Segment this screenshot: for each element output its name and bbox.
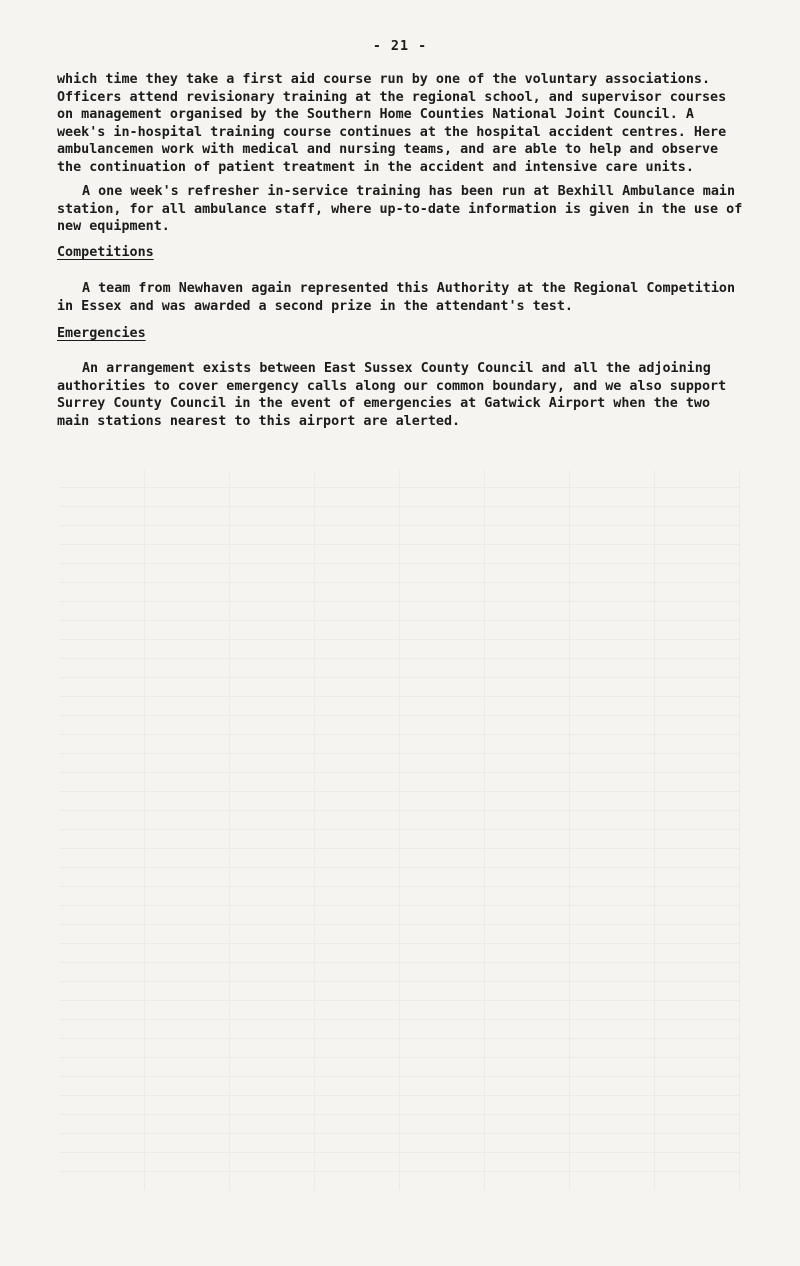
page-number: - 21 -: [372, 39, 428, 54]
emergencies-body: An arrangement exists between East Sussex County Council and all the adjoining authorities to cover emergency calls along our common boundary, and we also support Surrey County Council in the event of emergencies at Gatwick Airport when the two main stations nearest to this airport are alerted.: [57, 361, 727, 429]
paragraph-training-continued: which time they take a first aid course run by one of the voluntary associations. Officers attend revisionary training at the regional school, and supervisor courses on management organised by the Southern Home Counties National Joint Council. A week's in-hospital training course continues at the hospital accident centres. Here ambulancemen work with medical and nursing teams, and are able to help and observe the continuation of patient treatment in the accident and intensive care units.: [57, 72, 727, 175]
emergencies-body-block: [57, 360, 747, 430]
competitions-body-block: [57, 280, 747, 315]
section-competitions: [57, 244, 747, 262]
paragraph-training-block: [57, 71, 747, 177]
section-emergencies: [57, 325, 747, 343]
emergencies-heading: Emergencies: [57, 326, 146, 341]
competitions-body: A team from Newhaven again represented this Authority at the Regional Competition in Essex and was awarded a second prize in the attendant's test.: [57, 281, 736, 314]
paragraph-refresher: A one week's refresher in-service training has been run at Bexhill Ambulance main station, for all ambulance staff, where up-to-date information is given in the use of new equipment.: [57, 184, 743, 235]
show-through-texture: [60, 470, 740, 1190]
paragraph-refresher-block: [57, 183, 747, 236]
competitions-heading: Competitions: [57, 245, 154, 260]
